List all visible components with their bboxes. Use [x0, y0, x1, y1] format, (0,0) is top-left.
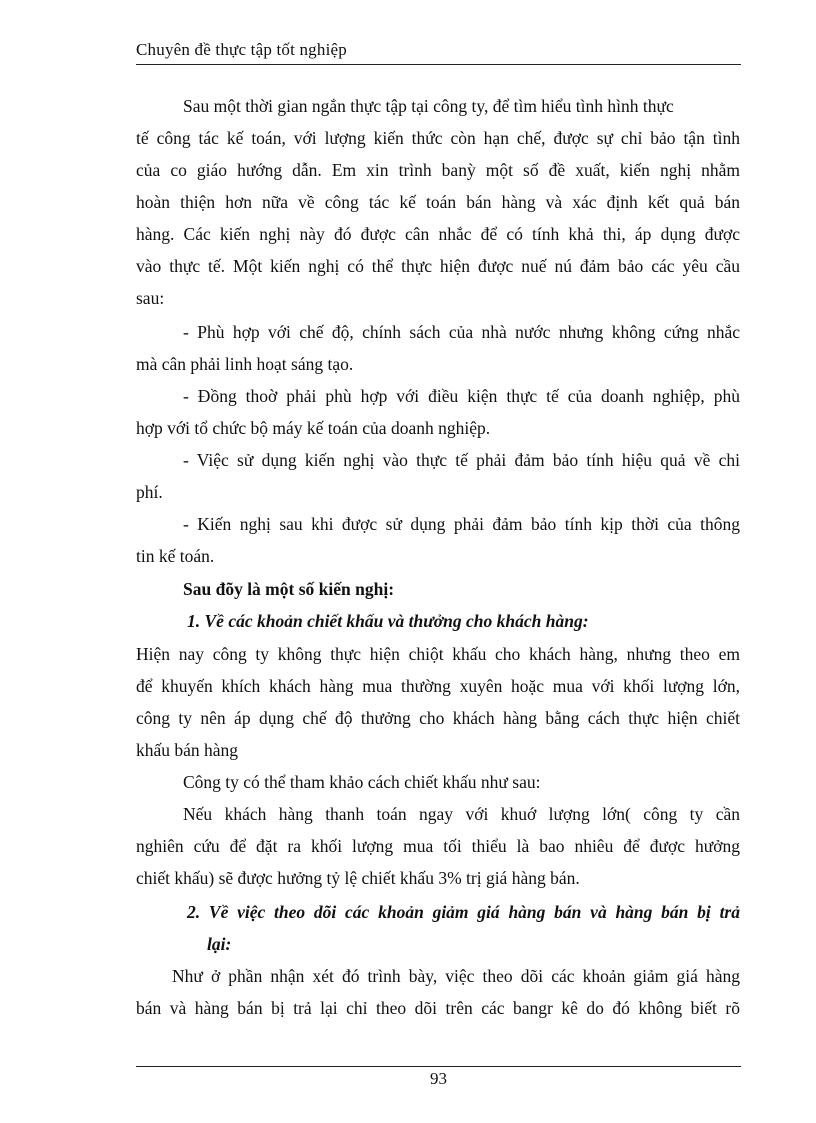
- paragraph-line: Hiện nay công ty không thực hiện chiột khấu cho khách hàng, nhưng theo em: [136, 644, 740, 664]
- paragraph-line: chiết khấu) sẽ được hưởng tỷ lệ chiết khấu 3% trị giá hàng bán.: [136, 868, 580, 888]
- paragraph-line: tế công tác kế toán, với lượng kiến thức còn hạn chế, được sự chỉ bảo tận tình: [136, 128, 740, 148]
- page-number: 93: [430, 1069, 447, 1088]
- paragraph-line: Sau một thời gian ngắn thực tập tại công ty, để tìm hiểu tình hình thực: [183, 96, 674, 116]
- paragraph-line: khấu bán hàng: [136, 740, 239, 760]
- paragraph-line: bán và hàng bán bị trả lại chỉ theo dõi trên các bangr kê do đó không biết rõ: [136, 998, 740, 1018]
- page-header: [136, 36, 741, 65]
- bullet-line: - Kiến nghị sau khi được sử dụng phải đảm bảo tính kịp thời của thông: [183, 514, 740, 534]
- bullet-line: - Đồng thoờ phải phù hợp với điều kiện thực tế của doanh nghiệp, phù: [183, 386, 740, 406]
- section-heading-2: 2. Về việc theo dõi các khoản giảm giá hàng bán và hàng bán bị trả: [187, 902, 740, 922]
- section-heading-2-continued: lại:: [207, 934, 232, 954]
- paragraph-line: hàng. Các kiến nghị này đó được cân nhắc để có tính khả thi, áp dụng được: [136, 224, 740, 244]
- paragraph-line: Nếu khách hàng thanh toán ngay với khuớ lượng lớn( công ty cần: [183, 804, 740, 824]
- section-intro-heading: Sau đõy là một số kiến nghị:: [183, 579, 395, 599]
- paragraph-line: nghiên cứu để đặt ra khối lượng mua tối thiểu là bao nhiêu để được hưởng: [136, 836, 740, 856]
- bullet-line: hợp với tổ chức bộ máy kế toán của doanh nghiệp.: [136, 418, 491, 438]
- page-footer: [136, 1066, 741, 1088]
- paragraph-line: Như ở phần nhận xét đó trình bày, việc theo dõi các khoản giảm giá hàng: [172, 966, 740, 986]
- bullet-line: - Việc sử dụng kiến nghị vào thực tế phải đảm bảo tính hiệu quả về chi: [183, 450, 740, 470]
- section-heading-1: 1. Về các khoản chiết khấu và thưởng cho khách hàng:: [187, 611, 589, 631]
- header-title: Chuyên đề thực tập tốt nghiệp: [136, 40, 347, 59]
- paragraph-line: hoàn thiện hơn nữa về công tác kế toán bán hàng và xác định kết quả bán: [136, 192, 740, 212]
- paragraph-line: Công ty có thể tham khảo cách chiết khấu như sau:: [183, 772, 541, 792]
- bullet-line: mà cân phải linh hoạt sáng tạo.: [136, 354, 354, 374]
- bullet-line: tin kế toán.: [136, 546, 215, 566]
- bullet-line: - Phù hợp với chế độ, chính sách của nhà nước nhưng không cứng nhắc: [183, 322, 740, 342]
- paragraph-line: vào thực tế. Một kiến nghị có thể thực hiện được nuế nú đảm bảo các yêu cầu: [136, 256, 740, 276]
- paragraph-line: của co giáo hướng dẫn. Em xin trình banỳ một số đề xuất, kiến nghị nhằm: [136, 160, 740, 180]
- bullet-line: phí.: [136, 482, 163, 502]
- paragraph-line: công ty nên áp dụng chế độ thưởng cho khách hàng bằng cách thực hiện chiết: [136, 708, 740, 728]
- paragraph-line: để khuyến khích khách hàng mua thường xuyên hoặc mua với khối lượng lớn,: [136, 676, 740, 696]
- paragraph-line: sau:: [136, 288, 165, 308]
